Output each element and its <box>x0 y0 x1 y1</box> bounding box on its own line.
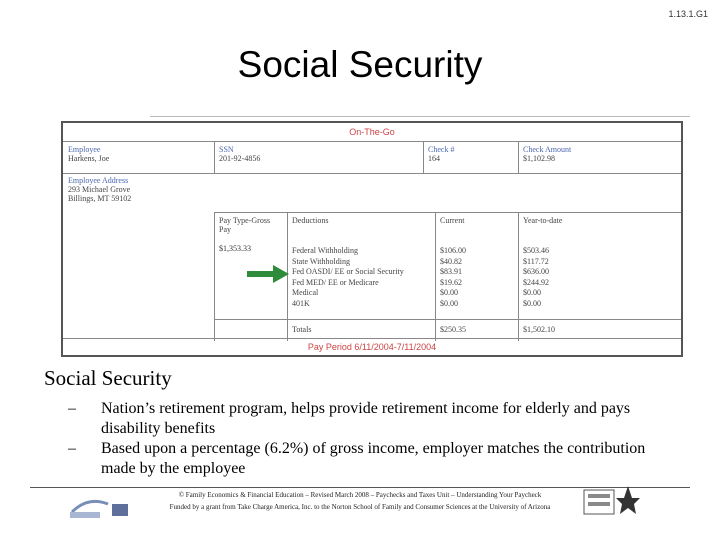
address-label: Employee Address <box>68 176 129 185</box>
current-value: $40.82 <box>440 256 462 266</box>
check-amount-value: $1,102.98 <box>523 154 555 163</box>
current-value: $0.00 <box>440 298 458 308</box>
ssn-cell <box>219 145 260 163</box>
check-amount-label: Check Amount <box>523 145 572 154</box>
deduction-item: Medical <box>292 288 319 297</box>
deduction-item: Federal Withholding <box>292 246 358 255</box>
footer-line1: © Family Economics & Financial Education – Revised March 2008 – Paychecks and Taxes Unit – Understanding Your Paycheck <box>178 491 542 499</box>
slide-number: 1.13.1.G1 <box>668 9 708 19</box>
check-amount-cell <box>523 145 571 163</box>
current-list <box>440 246 466 309</box>
ssn-value: 201-92-4856 <box>219 154 261 163</box>
bullet-text: Based upon a percentage (6.2%) of gross income, employer matches the contribution made by the employee <box>101 440 646 477</box>
current-value: $106.00 <box>440 246 466 255</box>
totals-label: Totals <box>292 325 312 334</box>
bullet-item <box>68 399 678 438</box>
employee-label: Employee <box>68 145 101 154</box>
ytd-header: Year-to-date <box>523 216 563 225</box>
pay-type-cell <box>219 216 281 253</box>
ytd-value: $0.00 <box>523 288 541 297</box>
footer-text <box>140 489 580 513</box>
total-current: $250.35 <box>440 325 466 334</box>
check-number-label: Check # <box>428 145 455 154</box>
stub-divider <box>518 212 519 341</box>
stub-divider <box>423 141 424 173</box>
deduction-item: State Withholding <box>292 256 350 266</box>
stub-divider <box>435 212 436 341</box>
total-ytd: $1,502.10 <box>523 325 555 334</box>
stub-header: On-The-Go <box>63 123 681 142</box>
university-logo <box>582 484 642 524</box>
stub-divider <box>518 141 519 173</box>
arrow-right-icon <box>247 265 289 283</box>
employee-cell <box>68 145 109 163</box>
bullet-item <box>68 439 678 478</box>
pay-period: Pay Period 6/11/2004-7/11/2004 <box>63 338 681 355</box>
dash-icon: – <box>68 400 76 417</box>
deduction-item: Fed MED/ EE or Medicare <box>292 277 379 287</box>
check-number-value: 164 <box>428 154 440 163</box>
bullet-list <box>68 399 678 479</box>
ytd-value: $0.00 <box>523 298 541 308</box>
address-line2: Billings, MT 59102 <box>68 194 132 203</box>
check-number-cell <box>428 145 454 163</box>
pay-type-label: Pay Type-Gross Pay <box>219 216 271 234</box>
title-divider <box>150 116 690 117</box>
deduction-item: 401K <box>292 298 310 308</box>
current-value: $0.00 <box>440 288 458 297</box>
deductions-list <box>292 246 404 309</box>
pay-stub <box>61 121 683 357</box>
slide-title: Social Security <box>237 44 483 85</box>
gross-pay-value: $1,353.33 <box>219 244 251 253</box>
take-charge-america-logo <box>68 492 132 520</box>
section-heading: Social Security <box>44 366 172 390</box>
ytd-value: $244.92 <box>523 277 549 287</box>
ssn-label: SSN <box>219 145 234 154</box>
current-value: $83.91 <box>440 267 462 276</box>
dash-icon: – <box>68 440 76 457</box>
stub-divider <box>214 141 215 173</box>
deduction-item: Fed OASDI/ EE or Social Security <box>292 267 404 276</box>
stub-divider <box>214 212 215 341</box>
ytd-value: $117.72 <box>523 256 549 266</box>
address-line1: 293 Michael Grove <box>68 185 131 194</box>
address-cell <box>68 176 131 203</box>
stub-divider <box>214 212 681 213</box>
deductions-header: Deductions <box>292 216 329 225</box>
current-header: Current <box>440 216 465 225</box>
employee-name: Harkens, Joe <box>68 154 110 163</box>
stub-divider <box>214 319 681 320</box>
stub-divider <box>63 173 681 174</box>
footer-line2: Funded by a grant from Take Charge America, Inc. to the Norton School of Family and Consumer Sciences at the University of Arizona <box>169 503 551 511</box>
ytd-value: $636.00 <box>523 267 549 276</box>
ytd-list <box>523 246 549 309</box>
current-value: $19.62 <box>440 277 462 287</box>
ytd-value: $503.46 <box>523 246 549 255</box>
bullet-text: Nation’s retirement program, helps provide retirement income for elderly and pays disability benefits <box>101 400 631 437</box>
